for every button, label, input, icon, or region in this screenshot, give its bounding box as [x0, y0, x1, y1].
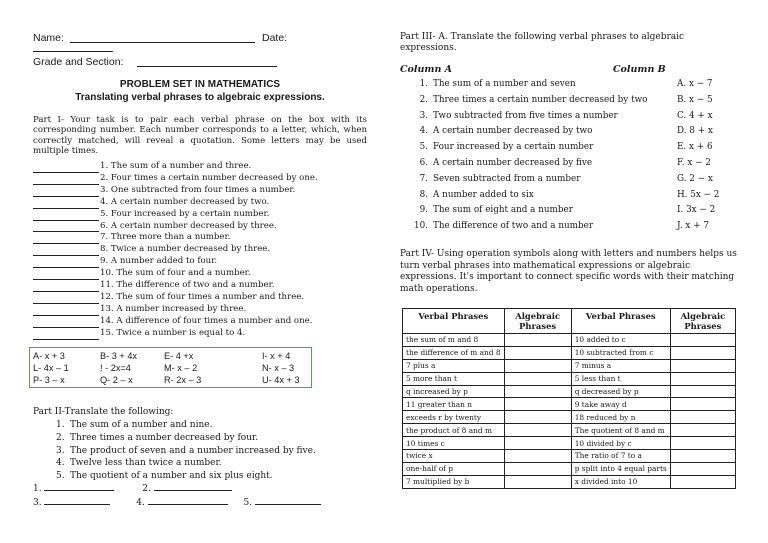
- part1-item: 9. A number added to four.: [100, 256, 218, 267]
- answer-blank[interactable]: [44, 482, 114, 491]
- item-number: 5.: [419, 142, 428, 153]
- list-item: [33, 316, 373, 328]
- column-b-header: Column B: [613, 64, 666, 75]
- letter-key: R- 2x – 3: [164, 375, 202, 385]
- list-item: [400, 142, 740, 158]
- list-item: [33, 173, 373, 185]
- verbal-phrase-cell: 11 greater than n: [403, 398, 505, 411]
- item-number: 1.: [419, 79, 428, 89]
- item-number: 6.: [419, 157, 428, 168]
- part2-list: [56, 419, 316, 483]
- table-row: [403, 475, 736, 488]
- algebraic-choice: G. 2 − x: [677, 173, 713, 184]
- answer-blank[interactable]: [44, 496, 110, 505]
- part2-item: Three times a number decreased by four.: [70, 432, 259, 443]
- part1-item: 2. Four times a certain number decreased by one.: [100, 172, 318, 183]
- answer-cell[interactable]: [670, 359, 735, 372]
- list-item: [400, 205, 740, 221]
- list-item: 2. Three times a number decreased by four.: [56, 432, 259, 443]
- blank-label: 5.: [243, 498, 253, 508]
- table-header-row: [403, 309, 736, 334]
- column-header: Algebraic Phrases: [504, 309, 571, 334]
- verbal-phrase-cell: q increased by p: [403, 385, 505, 398]
- list-item: 3. The product of seven and a number increased by five.: [56, 445, 316, 456]
- letter-key: P- 3 – x: [33, 375, 65, 385]
- date-field[interactable]: [33, 42, 113, 52]
- part1-item: 3. One subtracted from four times a number.: [100, 184, 296, 195]
- answer-cell[interactable]: [504, 411, 571, 424]
- answer-cell[interactable]: [670, 385, 735, 398]
- part1-item: 14. A difference of four times a number and one.: [100, 315, 313, 326]
- item-number: 2.: [419, 94, 428, 105]
- answer-cell[interactable]: [670, 437, 735, 450]
- part2-item: The sum of a number and nine.: [70, 420, 213, 430]
- verbal-phrase-cell: p split into 4 equal parts: [571, 462, 670, 475]
- column-a-header: Column A: [400, 64, 453, 75]
- column-header: Algebraic Phrases: [670, 309, 735, 334]
- verbal-phrase-cell: 5 more than t: [403, 372, 505, 385]
- answer-blank[interactable]: [33, 307, 99, 316]
- letter-key: L- 4x – 1: [33, 363, 69, 373]
- algebraic-choice: C. 4 + x: [677, 110, 713, 121]
- algebraic-choice: E. x + 6: [677, 142, 713, 153]
- answer-blank[interactable]: [255, 496, 321, 505]
- algebraic-choice: F. x − 2: [677, 157, 711, 168]
- answer-blank[interactable]: [33, 271, 99, 280]
- answer-cell[interactable]: [670, 372, 735, 385]
- list-item: [33, 232, 373, 244]
- verbal-phrase-cell: q decreased by p: [571, 385, 670, 398]
- algebraic-choice: H. 5x − 2: [677, 189, 720, 200]
- table-row: [403, 359, 736, 372]
- part1-item: 4. A certain number decreased by two.: [100, 196, 270, 207]
- verbal-phrase: The sum of eight and a number: [433, 205, 573, 216]
- letter-key: Q- 2 – x: [100, 375, 133, 385]
- verbal-phrase-cell: x divided into 10: [571, 475, 670, 488]
- answer-cell[interactable]: [670, 462, 735, 475]
- verbal-phrase-cell: 7 multiplied by b: [403, 475, 505, 488]
- column-header: Verbal Phrases: [403, 309, 505, 334]
- answer-blank[interactable]: [33, 283, 99, 292]
- table-row: [403, 462, 736, 475]
- part4-instructions: Part IV- Using operation symbols along with letters and numbers helps us turn verbal phrases into mathematical expressions or algebraic expressions. It's important to connect specific words with their matching math operations.: [400, 249, 737, 294]
- item-number: 4.: [419, 126, 428, 137]
- verbal-phrase: A number added to six: [433, 189, 534, 200]
- verbal-phrase: A certain number decreased by two: [433, 126, 593, 137]
- list-item: [33, 197, 373, 209]
- worksheet-subtitle: Translating verbal phrases to algebraic expressions.: [75, 92, 325, 103]
- letter-key: I- x + 4: [262, 351, 291, 361]
- list-item: [400, 111, 740, 127]
- blank-label: 4.: [136, 498, 145, 508]
- list-item: [400, 190, 740, 206]
- verbal-phrase: Seven subtracted from a number: [433, 173, 581, 184]
- verbal-phrase: A certain number decreased by five: [433, 157, 593, 168]
- answer-cell[interactable]: [670, 450, 735, 463]
- verbal-phrase-cell: 7 minus a: [571, 359, 670, 372]
- part1-item: 12. The sum of four times a number and three.: [100, 291, 305, 302]
- part3-instructions: Part III- A. Translate the following verbal phrases to algebraic expressions.: [400, 32, 685, 53]
- grade-section-field[interactable]: [137, 55, 277, 67]
- answer-blank[interactable]: [33, 247, 99, 256]
- list-item: [33, 280, 373, 292]
- part3-matching-list: [400, 79, 740, 237]
- answer-cell[interactable]: [504, 475, 571, 488]
- verbal-phrase-cell: the difference of m and 8: [403, 346, 505, 359]
- table-body: [403, 334, 736, 489]
- answer-blank[interactable]: [33, 235, 99, 244]
- list-item: [400, 95, 740, 111]
- verbal-phrase-cell: 5 less than t: [571, 372, 670, 385]
- worksheet-title: PROBLEM SET IN MATHEMATICS: [119, 79, 281, 90]
- date-label: Date:: [262, 32, 288, 44]
- list-item: [33, 244, 373, 256]
- answer-cell[interactable]: [504, 462, 571, 475]
- answer-cell[interactable]: [670, 346, 735, 359]
- verbal-phrase: Four increased by a certain number: [433, 142, 594, 153]
- answer-blank[interactable]: [33, 212, 99, 221]
- verbal-phrase-cell: 10 divided by c: [571, 437, 670, 450]
- part1-item: 7. Three more than a number.: [100, 232, 231, 243]
- item-number: 9.: [419, 205, 428, 216]
- blank-label: 3.: [33, 498, 42, 508]
- item-number: 8.: [419, 189, 428, 200]
- answer-blank[interactable]: [33, 331, 99, 340]
- part1-item: 1. The sum of a number and three.: [100, 161, 252, 171]
- blank-label: 1.: [33, 484, 42, 494]
- list-item: [33, 268, 373, 280]
- item-number: 10.: [414, 221, 428, 232]
- answer-cell[interactable]: [504, 385, 571, 398]
- part2-item: The product of seven and a number increased by five.: [70, 445, 316, 456]
- grade-section-label: Grade and Section:: [33, 56, 124, 68]
- table-row: [403, 346, 736, 359]
- answer-cell[interactable]: [504, 437, 571, 450]
- part1-item: 15. Twice a number is equal to 4.: [100, 327, 246, 338]
- verbal-phrase-cell: The quotient of 8 and m: [571, 424, 670, 437]
- answer-blank[interactable]: [154, 482, 232, 491]
- part1-instructions: Part I- Your task is to pair each verbal phrase on the box with its corresponding number. Each number corresponds to a letter, which, when correctly matched, will reveal a quotation. Some letters may be used multiple times.: [33, 115, 367, 157]
- list-item: [33, 304, 373, 316]
- table-row: [403, 450, 736, 463]
- verbal-phrase-cell: 7 plus a: [403, 359, 505, 372]
- phrases-table: [402, 308, 736, 489]
- table-row: [403, 424, 736, 437]
- list-item: [400, 79, 740, 95]
- algebraic-choice: A. x − 7: [677, 79, 713, 89]
- letter-key: U- 4x + 3: [262, 375, 300, 385]
- answer-blank[interactable]: [33, 295, 99, 304]
- list-item: [400, 126, 740, 142]
- table-row: [403, 398, 736, 411]
- answer-blank[interactable]: [33, 223, 99, 232]
- algebraic-choice: B. x − 5: [677, 94, 713, 105]
- answer-cell[interactable]: [504, 398, 571, 411]
- list-item: [33, 256, 373, 268]
- part2-item: Twelve less than twice a number.: [70, 458, 222, 469]
- list-item: [33, 292, 373, 304]
- verbal-phrase-cell: 10 subtracted from c: [571, 346, 670, 359]
- part1-item: 11. The difference of two and a number.: [100, 280, 275, 291]
- part1-item: 5. Four increased by a certain number.: [100, 208, 270, 219]
- table-row: [403, 334, 736, 347]
- verbal-phrase-cell: one-half of p: [403, 462, 505, 475]
- letter-key: ! - 2x=4: [100, 363, 131, 373]
- part2-answer-blanks: [33, 482, 321, 510]
- name-label: Name:: [33, 32, 64, 44]
- answer-cell[interactable]: [670, 334, 735, 347]
- letter-key: E- 4 +x: [164, 351, 194, 361]
- blank-label: 2.: [142, 484, 151, 494]
- item-number: 3.: [419, 110, 428, 121]
- letter-key-box: [29, 347, 312, 388]
- algebraic-choice: I. 3x − 2: [677, 205, 716, 216]
- verbal-phrase-cell: 18 reduced by n: [571, 411, 670, 424]
- part2-item: The quotient of a number and six plus eight.: [70, 471, 273, 482]
- item-number: 7.: [419, 173, 428, 184]
- letter-key: N- x – 3: [262, 363, 295, 373]
- table-row: [403, 411, 736, 424]
- answer-cell[interactable]: [670, 398, 735, 411]
- part1-list: [33, 161, 373, 340]
- list-item: [400, 174, 740, 190]
- answer-blank[interactable]: [33, 164, 99, 173]
- verbal-phrase: Two subtracted from five times a number: [433, 110, 618, 121]
- part1-item: 6. A certain number decreased by three.: [100, 220, 277, 231]
- verbal-phrase-cell: the sum of m and 8: [403, 334, 505, 347]
- answer-blank[interactable]: [148, 496, 228, 505]
- table-row: [403, 385, 736, 398]
- answer-blank[interactable]: [33, 200, 99, 209]
- table-row: [403, 372, 736, 385]
- list-item: 1. The sum of a number and nine.: [56, 420, 213, 430]
- verbal-phrase: The sum of a number and seven: [433, 79, 576, 89]
- answer-cell[interactable]: [504, 346, 571, 359]
- letter-key: A- x + 3: [33, 351, 65, 361]
- answer-cell[interactable]: [504, 450, 571, 463]
- letter-key: B- 3 + 4x: [100, 351, 138, 361]
- list-item: [33, 328, 373, 340]
- answer-cell[interactable]: [504, 359, 571, 372]
- list-item: [33, 221, 373, 233]
- list-item: 4. Twelve less than twice a number.: [56, 458, 222, 469]
- list-item: 5. The quotient of a number and six plus eight.: [56, 471, 273, 482]
- table-row: [403, 437, 736, 450]
- verbal-phrase-cell: exceeds r by twenty: [403, 411, 505, 424]
- list-item: [33, 209, 373, 221]
- part1-item: 8. Twice a number decreased by three.: [100, 244, 271, 255]
- letter-key: M- x – 2: [164, 363, 198, 373]
- answer-cell[interactable]: [504, 372, 571, 385]
- algebraic-choice: D. 8 + x: [677, 126, 713, 137]
- verbal-phrase-cell: the product of 8 and m: [403, 424, 505, 437]
- answer-blank[interactable]: [33, 319, 99, 328]
- answer-blank[interactable]: [33, 259, 99, 268]
- verbal-phrase-cell: twice x: [403, 450, 505, 463]
- answer-cell[interactable]: [670, 411, 735, 424]
- list-item: [400, 158, 740, 174]
- part2-title: Part II-Translate the following:: [33, 407, 174, 417]
- algebraic-choice: J. x + 7: [677, 221, 709, 232]
- answer-cell[interactable]: [504, 334, 571, 347]
- column-header: Verbal Phrases: [571, 309, 670, 334]
- verbal-phrase-cell: 10 times c: [403, 437, 505, 450]
- answer-cell[interactable]: [670, 424, 735, 437]
- list-item: [33, 185, 373, 197]
- verbal-phrase: The difference of two and a number: [433, 221, 594, 232]
- answer-blank[interactable]: [33, 176, 99, 185]
- answer-blank[interactable]: [33, 188, 99, 197]
- list-item: [400, 221, 740, 237]
- answer-cell[interactable]: [670, 475, 735, 488]
- part1-item: 10. The sum of four and a number.: [100, 268, 251, 279]
- list-item: [33, 161, 373, 173]
- verbal-phrase: Three times a certain number decreased by two: [433, 94, 648, 105]
- verbal-phrase-cell: 10 added to c: [571, 334, 670, 347]
- answer-cell[interactable]: [504, 424, 571, 437]
- verbal-phrase-cell: The ratio of 7 to a: [571, 450, 670, 463]
- verbal-phrase-cell: 9 take away d: [571, 398, 670, 411]
- part1-item: 13. A number increased by three.: [100, 303, 247, 314]
